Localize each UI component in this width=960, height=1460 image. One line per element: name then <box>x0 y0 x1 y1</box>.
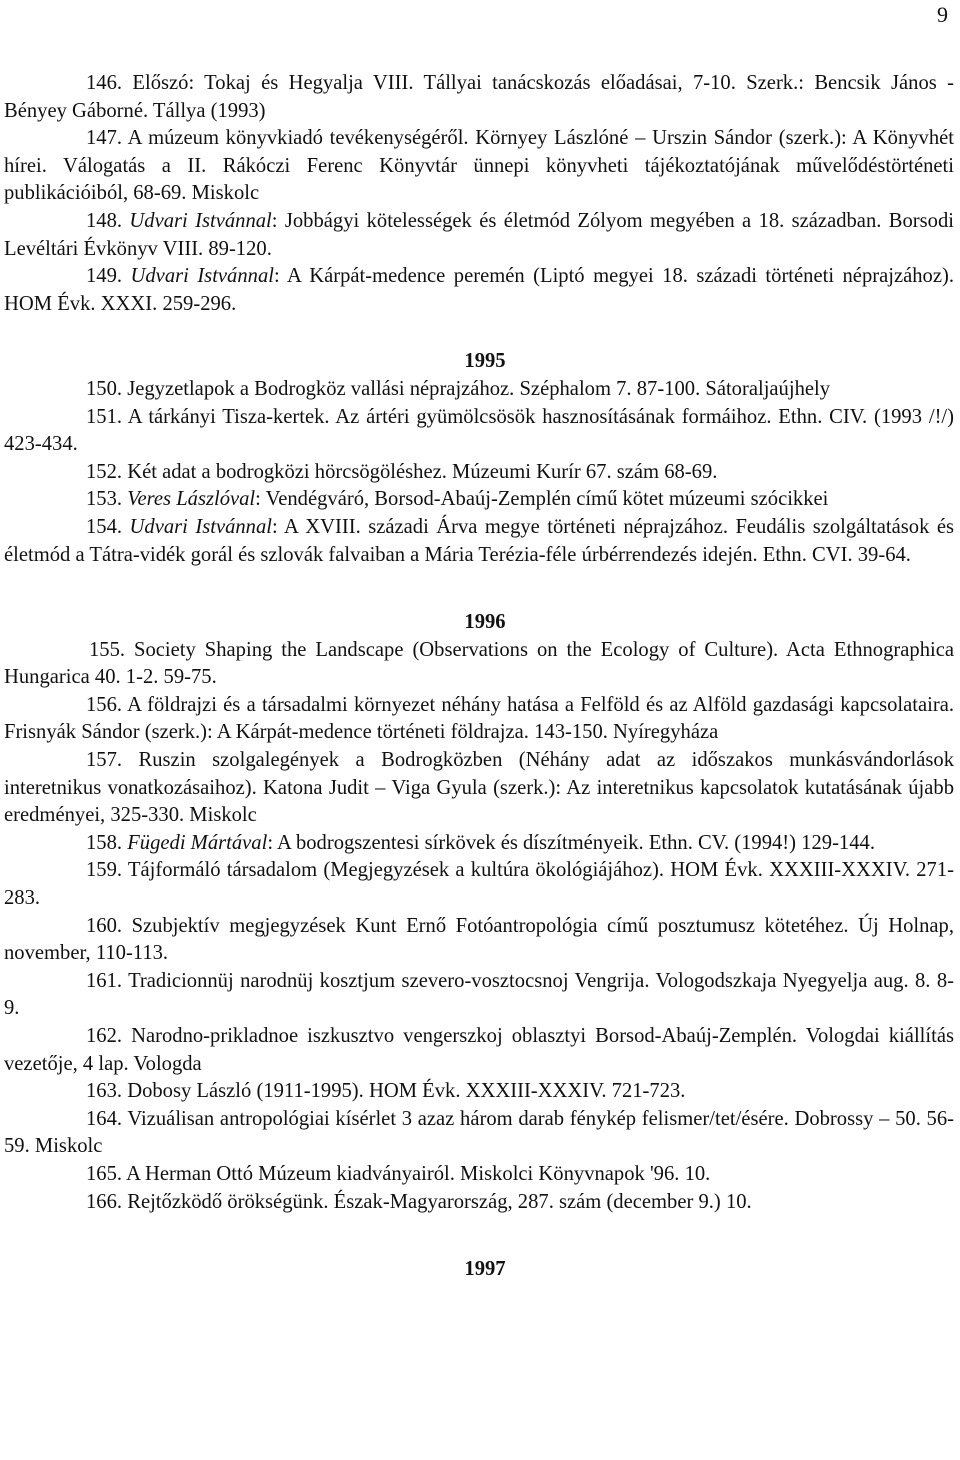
entry-number: 147. <box>86 127 123 150</box>
entry-number: 161. <box>86 969 123 992</box>
entry-text: A tárkányi Tisza-kertek. Az ártéri gyümölcsösök hasznosításának formáihoz. Ethn. CIV. (1993 /!/) 423-434. <box>4 405 955 456</box>
bibliography-entry <box>4 514 954 569</box>
bibliography-list <box>4 70 954 1284</box>
bibliography-entry <box>4 1189 954 1217</box>
entry-text: : A bodrogszentesi sírkövek és díszítményeik. Ethn. CV. (1994!) 129-144. <box>267 831 875 854</box>
entry-number: 154. <box>86 515 123 538</box>
bibliography-entry <box>4 1106 954 1161</box>
page-number: 9 <box>937 2 948 27</box>
entry-text: Két adat a bodrogközi hörcsögöléshez. Múzeumi Kurír 67. szám 68-69. <box>127 460 718 483</box>
coauthor-name: Udvari Istvánnal <box>129 515 272 538</box>
year-heading: 1995 <box>464 350 506 373</box>
entry-text: Tradicionnüj narodnüj kosztjum szevero-vosztocsnoj Vengrija. Vologodszkaja Nyegyelja aug. 8. 8-9. <box>4 969 954 1020</box>
entry-number: 151. <box>86 405 123 428</box>
coauthor-name: Udvari Istvánnal <box>130 265 274 288</box>
entry-number: 150. <box>86 377 123 400</box>
bibliography-entry <box>4 376 954 404</box>
bibliography-entry <box>4 913 954 968</box>
bibliography-entry <box>4 125 954 208</box>
entry-number: 164. <box>86 1107 123 1130</box>
bibliography-entry <box>4 208 954 263</box>
bibliography-entry <box>4 404 954 459</box>
bibliography-entry <box>4 637 954 692</box>
entry-number: 166. <box>86 1190 123 1213</box>
entry-number: 160. <box>86 914 123 937</box>
entry-text: : A XVIII. századi Árva megye történeti néprajzához. Feudális szolgáltatások és életmód a Tátra-vidék gorál és szlovák falvaiban a Mária Terézia-féle úrbérrendezés idején. Ethn. CVI. 39-64. <box>4 515 954 566</box>
coauthor-name: Fügedi Mártával <box>127 831 268 854</box>
entry-text: Ruszin szolgalegények a Bodrogközben (Néhány adat az időszakos munkásvándorlások interetnikus vonatkozásaihoz). Katona Judit – Viga Gyula (szerk.): Az interetnikus kapcsolatok kutatásának újabb eredményei, 325-330. Miskolc <box>4 749 954 827</box>
entry-number: 163. <box>86 1080 123 1103</box>
entry-number: 146. <box>86 72 123 94</box>
bibliography-entry <box>4 1023 954 1078</box>
entry-number: 153. <box>86 488 123 511</box>
coauthor-name: Udvari Istvánnal <box>129 209 272 232</box>
entry-number: 152. <box>86 460 123 483</box>
entry-text: : A Kárpát-medence peremén (Liptó megyei 18. századi történeti néprajzához). HOM Évk. XXXI. 259-296. <box>4 265 954 315</box>
entry-text: : Vendégváró, Borsod-Abaúj-Zemplén című kötet múzeumi szócikkei <box>255 488 829 511</box>
entry-text: Society Shaping the Landscape (Observations on the Ecology of Culture). Acta Ethnographica Hungarica 40. 1-2. 59-75. <box>4 638 954 689</box>
entry-number: 149. <box>86 265 123 288</box>
bibliography-entry <box>4 692 954 747</box>
entry-text: Rejtőzködő örökségünk. Észak-Magyarország, 287. szám (december 9.) 10. <box>127 1190 752 1213</box>
entry-number: 165. <box>86 1162 123 1185</box>
entry-number: 158. <box>86 831 123 854</box>
bibliography-entry <box>4 747 954 830</box>
entry-text: Dobosy László (1911-1995). HOM Évk. XXXIII-XXXIV. 721-723. <box>127 1080 686 1103</box>
entry-number: 148. <box>86 209 123 232</box>
coauthor-name: Veres Lászlóval <box>127 488 256 511</box>
bibliography-entry <box>4 1078 954 1106</box>
year-heading: 1997 <box>464 1258 506 1281</box>
entry-number: 157. <box>86 749 123 772</box>
entry-text: Vizuálisan antropológiai kísérlet 3 azaz három darab fénykép felismer/tet/ésére. Dobrossy – 50. 56-59. Miskolc <box>4 1107 954 1158</box>
bibliography-entry <box>4 486 954 514</box>
bibliography-entry <box>4 968 954 1023</box>
entry-number: 159. <box>86 859 123 882</box>
entry-text: Narodno-prikladnoe iszkusztvo vengerszkoj oblasztyi Borsod-Abaúj-Zemplén. Vologdai kiállítás vezetője, 4 lap. Vologda <box>4 1025 954 1075</box>
bibliography-entry <box>4 1161 954 1189</box>
year-heading: 1996 <box>464 611 506 634</box>
bibliography-entry <box>4 830 954 858</box>
entry-text: : Jobbágyi kötelességek és életmód Zólyom megyében a 18. században. Borsodi Levéltári Évkönyv VIII. 89-120. <box>4 209 954 260</box>
bibliography-entry <box>4 459 954 487</box>
entry-text: A múzeum könyvkiadó tevékenységéről. Környey Lászlóné – Urszin Sándor (szerk.): A Könyvhét hírei. Válogatás a II. Rákóczi Ferenc Könyvtár ünnepi könyvheti tájékoztatójának művelődéstörténeti publikációiból, 68-69. Miskolc <box>4 127 955 205</box>
entry-text: A földrajzi és a társadalmi környezet néhány hatása a Felföld és az Alföld gazdasági kapcsolataira. Frisnyák Sándor (szerk.): A Kárpát-medence történeti földrajza. 143-150. Nyíregyháza <box>4 693 954 744</box>
entry-text: Jegyzetlapok a Bodrogköz vallási néprajzához. Széphalom 7. 87-100. Sátoraljaújhely <box>127 377 831 400</box>
entry-text: Szubjektív megjegyzések Kunt Ernő Fotóantropológia című posztumusz kötetéhez. Új Holnap, november, 110-113. <box>4 914 954 965</box>
bibliography-entry <box>4 70 954 125</box>
bibliography-entry <box>4 263 954 318</box>
entry-number: 156. <box>86 693 123 716</box>
entry-number: 155. <box>89 638 126 661</box>
entry-text: A Herman Ottó Múzeum kiadványairól. Miskolci Könyvnapok '96. 10. <box>126 1162 711 1185</box>
bibliography-entry <box>4 857 954 912</box>
entry-number: 162. <box>86 1025 123 1047</box>
entry-text: Előszó: Tokaj és Hegyalja VIII. Tállyai tanácskozás előadásai, 7-10. Szerk.: Bencsik János - Bényey Gáborné. Tállya (1993) <box>4 72 954 122</box>
entry-text: Tájformáló társadalom (Megjegyzések a kultúra ökológiájához). HOM Évk. XXXIII-XXXIV. 271-283. <box>4 859 954 910</box>
